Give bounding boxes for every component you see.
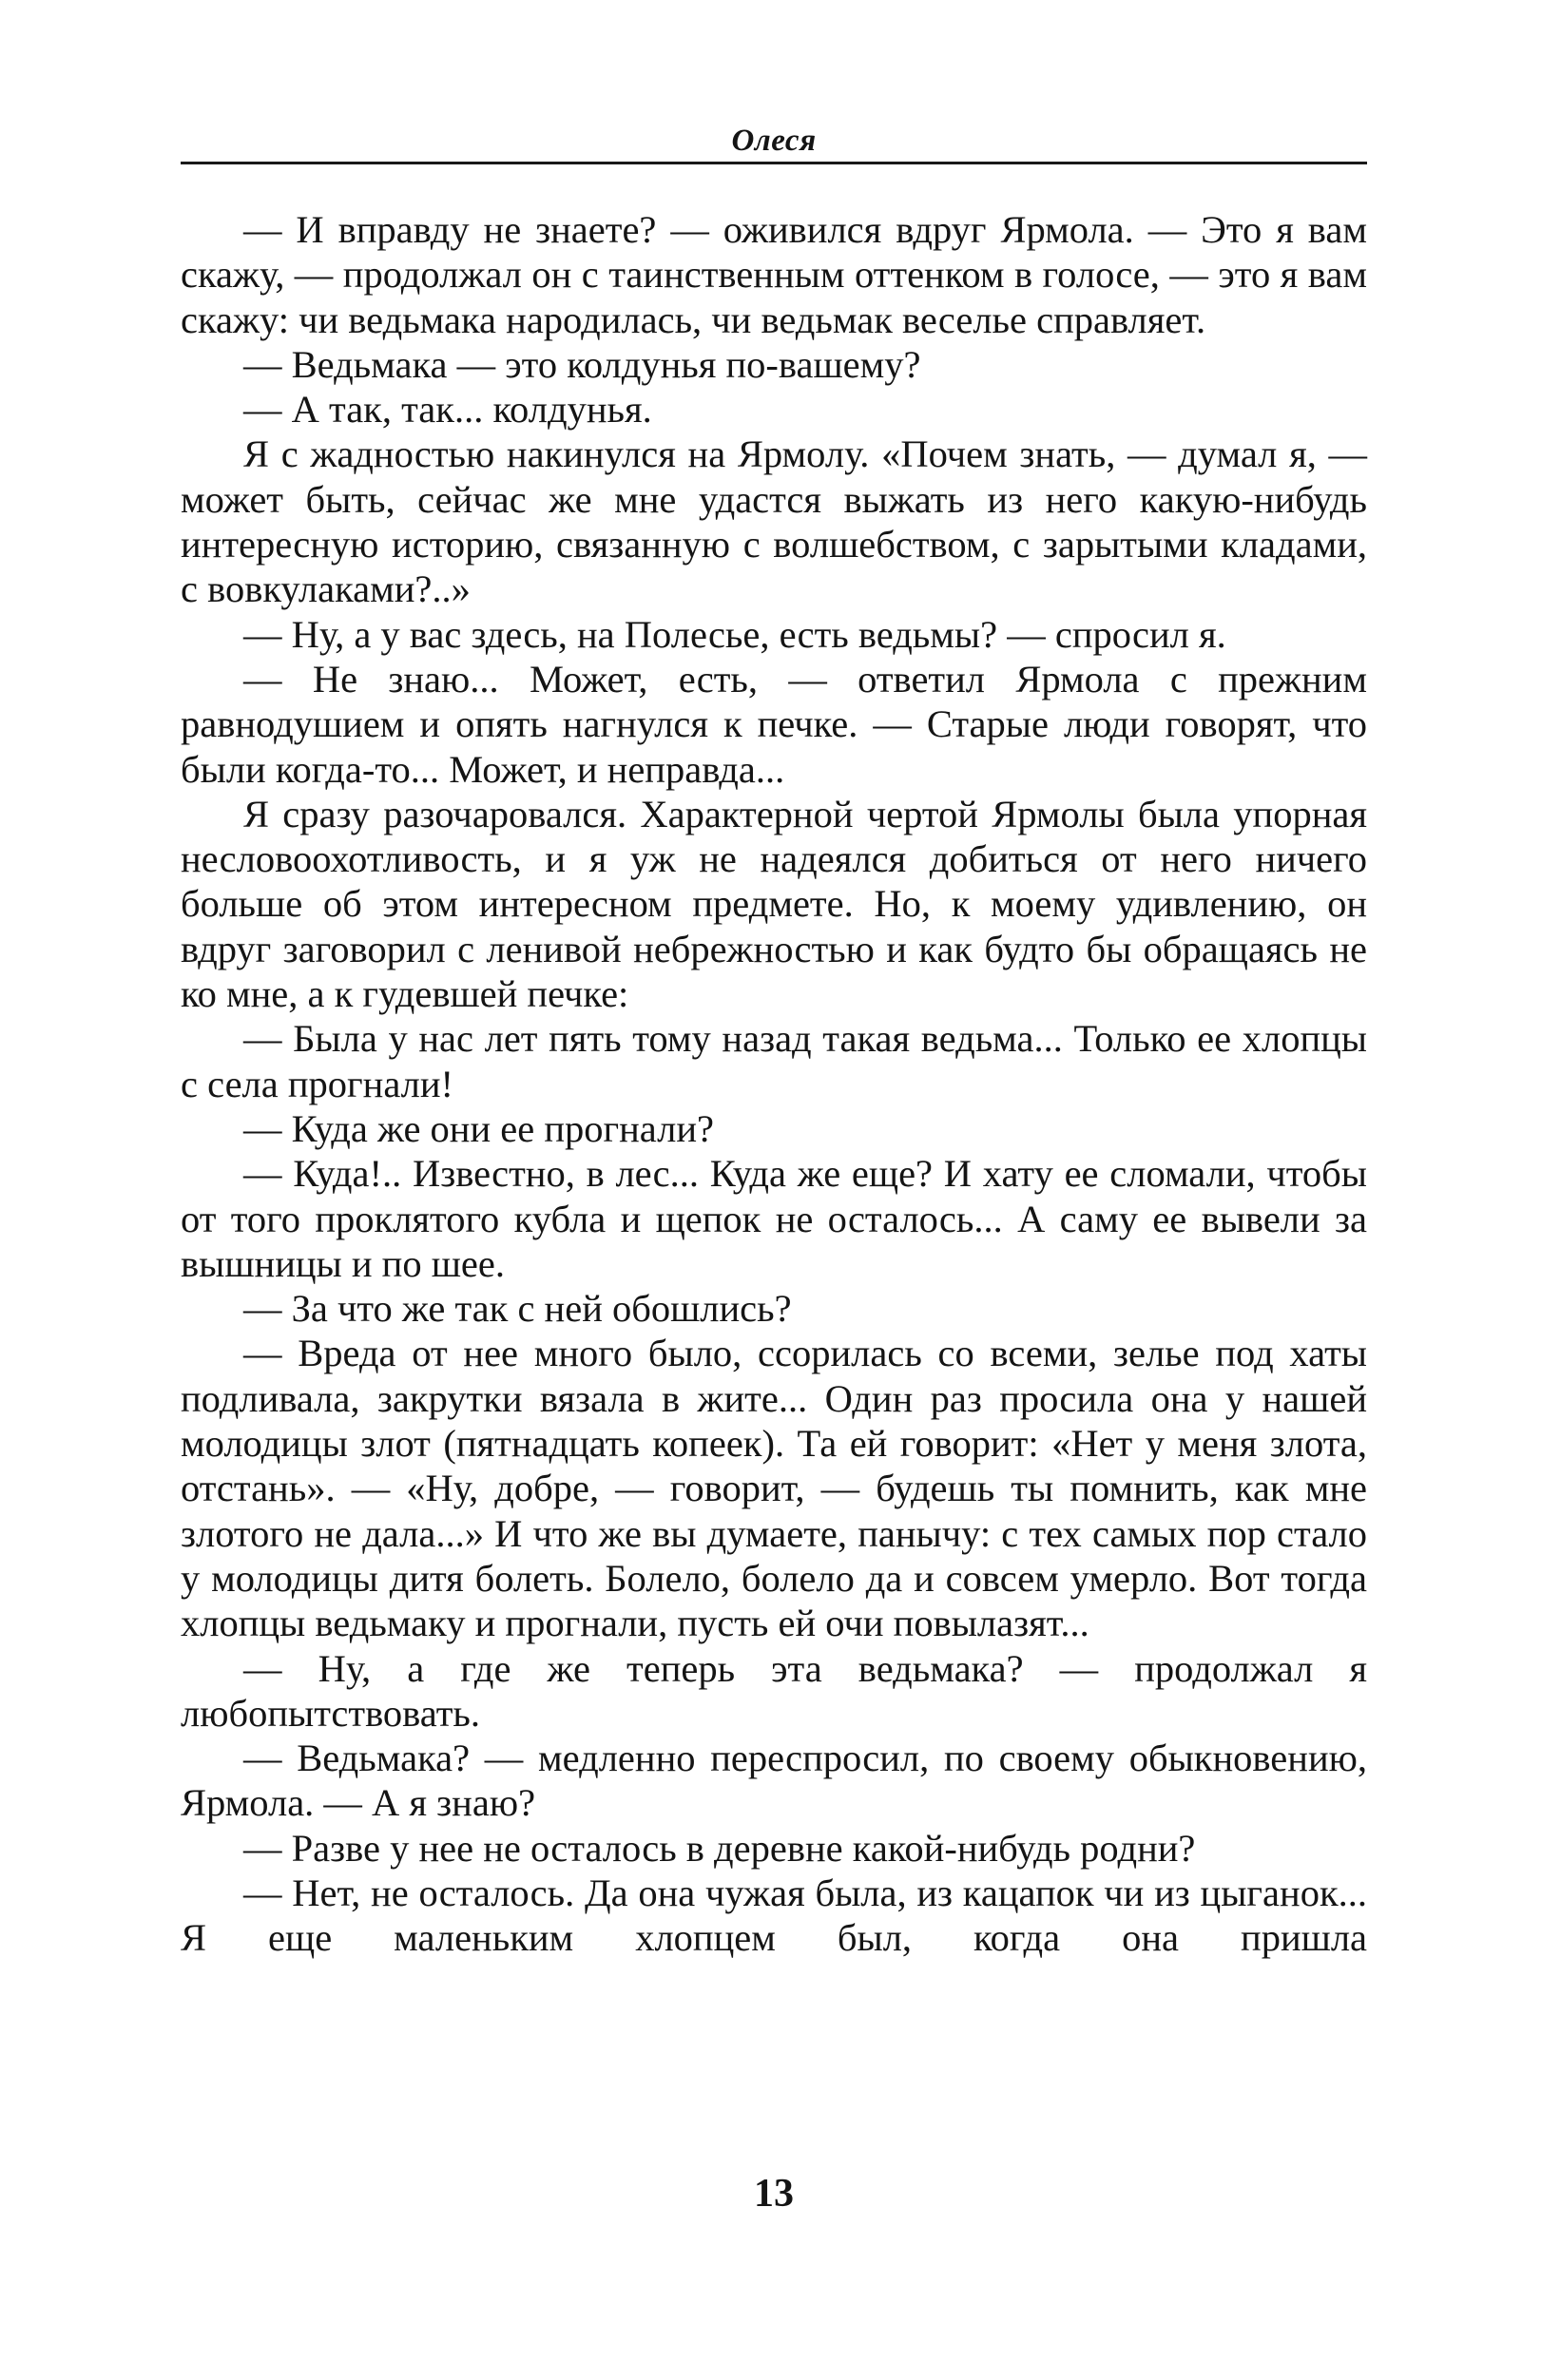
paragraph: — За что же так с ней обошлись? [243,1287,792,1331]
paragraph: — Вреда от нее много было, ссорилась со всеми, зелье под хаты подливала, закрутки вязала в жите... Один раз просила она у нашей молодицы злот (пятнадцать копеек). Та ей говорит: «Нет у меня злота, отстань». — «Ну, добре, — говорит, — будешь ты помнить, как мне злотого не дала...» И что же вы думаете, панычу: с тех самых пор стало у молодицы дитя болеть. Болело, болело да и совсем умерло. Вот тогда хлопцы ведьмаку и прогнали, пусть ей очи повылазят... [181,1332,1367,1645]
paragraph: — Ну, а где же теперь эта ведьмака? — продолжал я любопытствовать. [181,1646,1367,1735]
paragraph: — Ведьмака? — медленно переспросил, по своему обыкновению, Ярмола. — А я знаю? [181,1737,1367,1825]
paragraph: — Ну, а у вас здесь, на Полесье, есть ведьмы? — спросил я. [243,612,1226,656]
paragraph: — А так, так... колдунья. [243,388,652,432]
paragraph: — Нет, не осталось. Да она чужая была, из кацапок чи из цыганок... Я еще маленьким хлопцем был, когда она пришла [181,1871,1367,1960]
paragraph: — Куда!.. Известно, в лес... Куда же еще? И хату ее сломали, чтобы от того проклятого кубла и щепок не осталось... А саму ее вывели за вышницы и по шее. [181,1152,1367,1285]
running-head: Олеся [731,124,817,158]
body-text [181,207,1367,1961]
paragraph: — И вправду не знаете? — оживился вдруг Ярмола. — Это я вам скажу, — продолжал он с таинственным оттенком в голосе, — это я вам скажу: чи ведьмака народилась, чи ведьмак веселье справляет. [181,208,1367,341]
paragraph: Я сразу разочаровался. Характерной чертой Ярмолы была упорная несловоохотливость, и я уж не надеялся добиться от него ничего больше об этом интересном предмете. Но, к моему удивлению, он вдруг заговорил с ленивой небрежностью и как будто бы обращаясь не ко мне, а к гудевшей печке: [181,792,1367,1016]
paragraph: — Разве у нее не осталось в деревне какой-нибудь родни? [243,1826,1196,1870]
paragraph: — Была у нас лет пять тому назад такая ведьма... Только ее хлопцы с села прогнали! [181,1017,1367,1105]
header-rule [181,162,1367,164]
paragraph: — Куда же они ее прогнали? [243,1106,714,1150]
paragraph: — Ведьмака — это колдунья по-вашему? [243,342,921,386]
paragraph: Я с жадностью накинулся на Ярмолу. «Почем знать, — думал я, — может быть, сейчас же мне удастся выжать из него какую-нибудь интересную историю, связанную с волшебством, с зарытыми кладами, с вовкулаками?..» [181,432,1367,611]
paragraph: — Не знаю... Может, есть, — ответил Ярмола с прежним равнодушием и опять нагнулся к печке. — Старые люди говорят, что были когда-то... Может, и неправда... [181,657,1367,791]
page-number: 13 [754,2172,794,2216]
